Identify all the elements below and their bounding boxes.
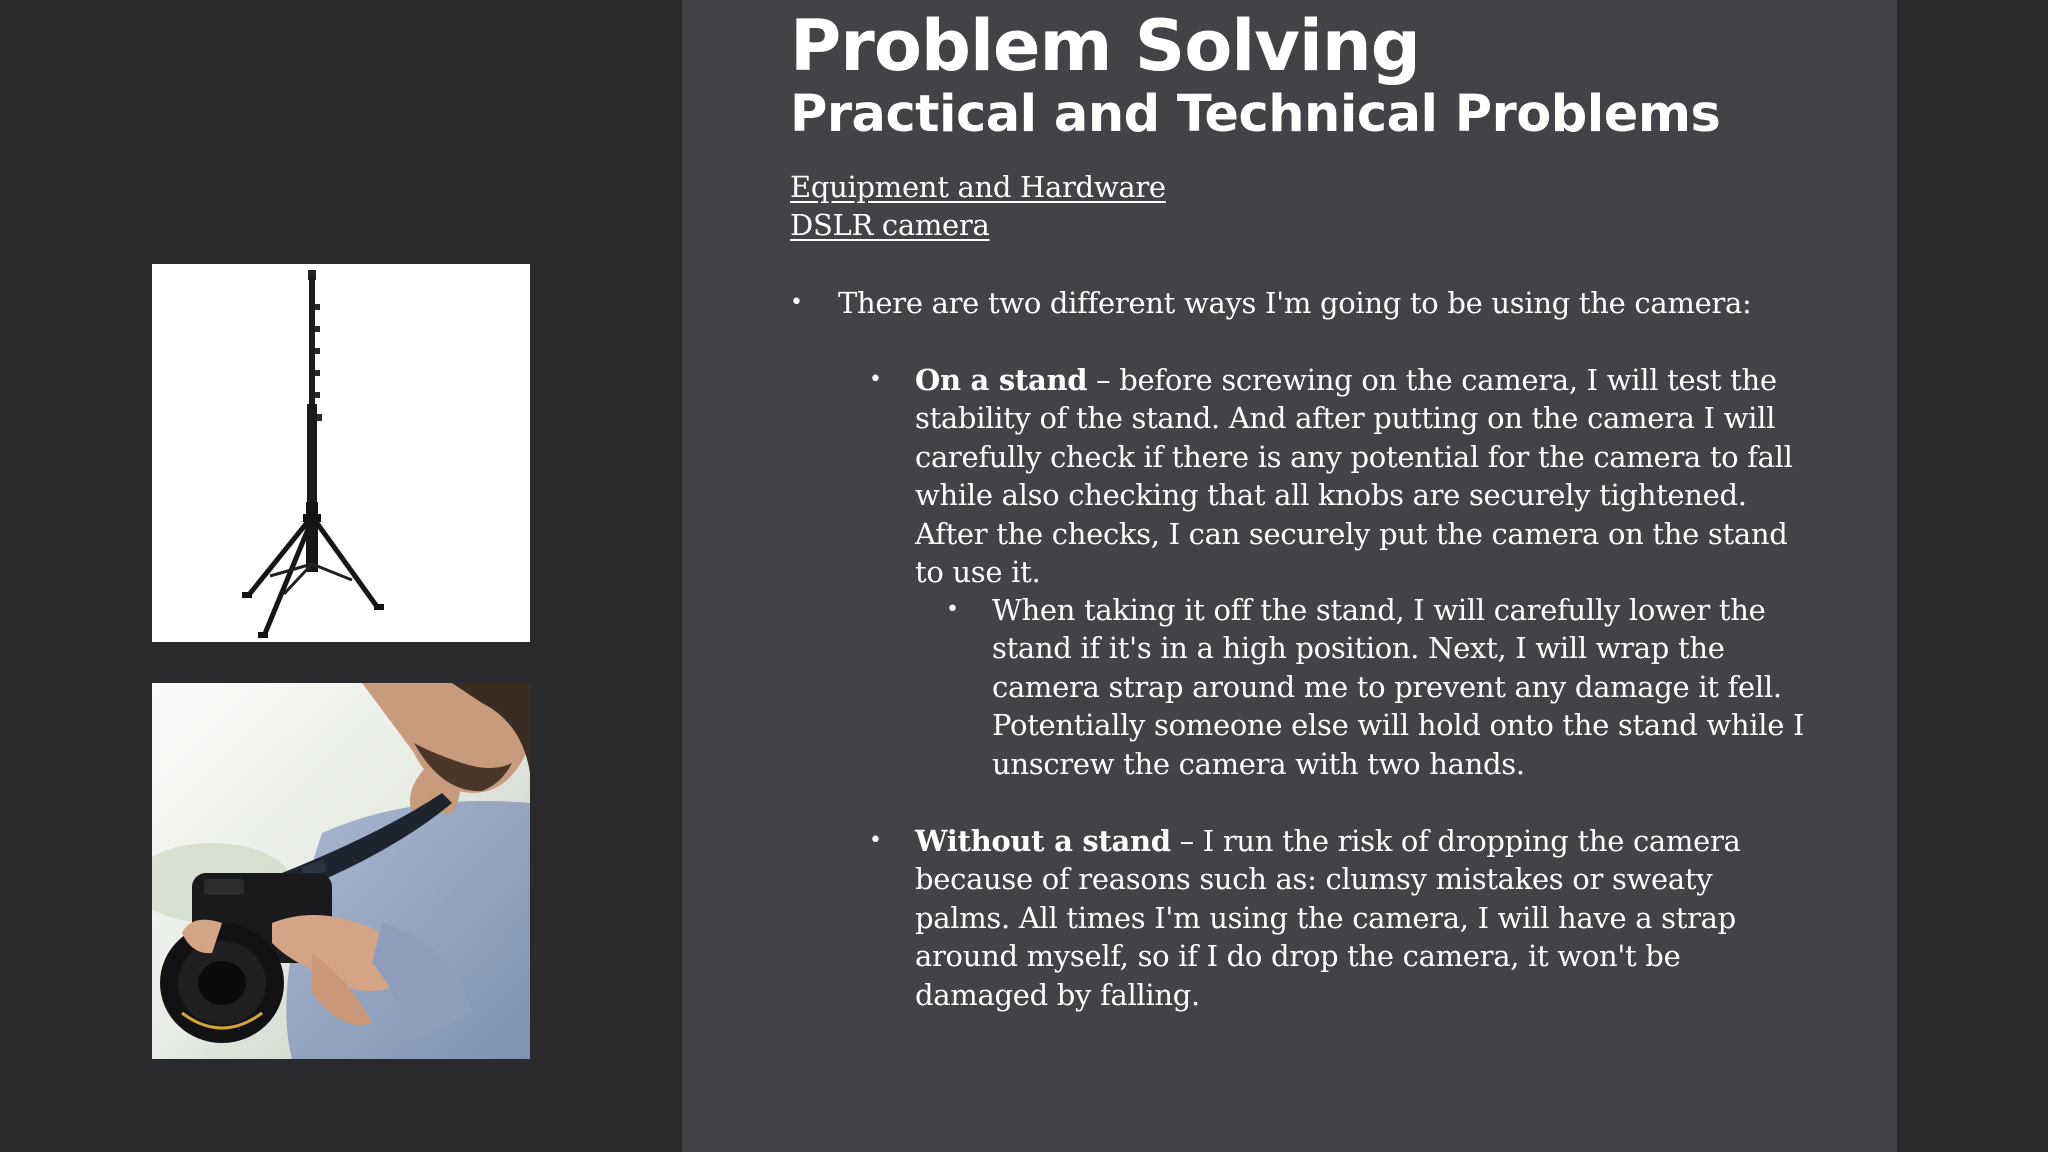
without-a-stand-bullet [869, 822, 1795, 1014]
slide-title: Problem Solving [790, 5, 1420, 87]
remove-from-stand-bullet [946, 591, 1822, 783]
bullet-marker: • [869, 367, 882, 392]
bullet-marker: • [946, 597, 959, 622]
without-a-stand-text: – I run the risk of dropping the camera because of reasons such as: clumsy mistakes or sweaty palms. All times I'm using the camera, I will have a strap around myself, so if I do drop the camera, it won't be damaged by falling. [915, 824, 1741, 1012]
on-a-stand-bullet [869, 361, 1815, 591]
without-a-stand-label: Without a stand [915, 824, 1171, 858]
remove-from-stand-text: When taking it off the stand, I will carefully lower the stand if it's in a high position. Next, I will wrap the camera strap around me to prevent any damage it fell. Potentially someone else will hold onto the stand while I unscrew the camera with two hands. [992, 593, 1805, 781]
equipment-heading: Equipment and Hardware [790, 170, 1166, 204]
intro-bullet [790, 284, 1878, 322]
bullet-marker: • [790, 290, 803, 315]
light-stand-photo [152, 264, 530, 642]
dslr-heading: DSLR camera [790, 208, 990, 242]
man-holding-camera-photo [152, 683, 530, 1059]
on-a-stand-label: On a stand [915, 363, 1088, 397]
on-a-stand-text: – before screwing on the camera, I will test the stability of the stand. And after putting on the camera I will carefully check if there is any potential for the camera to fall while also checking that all knobs are securely tightened. After the checks, I can securely put the camera on the stand to use it. [915, 363, 1793, 590]
intro-bullet-text: There are two different ways I'm going to be using the camera: [838, 286, 1752, 320]
slide-subtitle: Practical and Technical Problems [790, 85, 1721, 144]
bullet-marker: • [869, 828, 882, 853]
